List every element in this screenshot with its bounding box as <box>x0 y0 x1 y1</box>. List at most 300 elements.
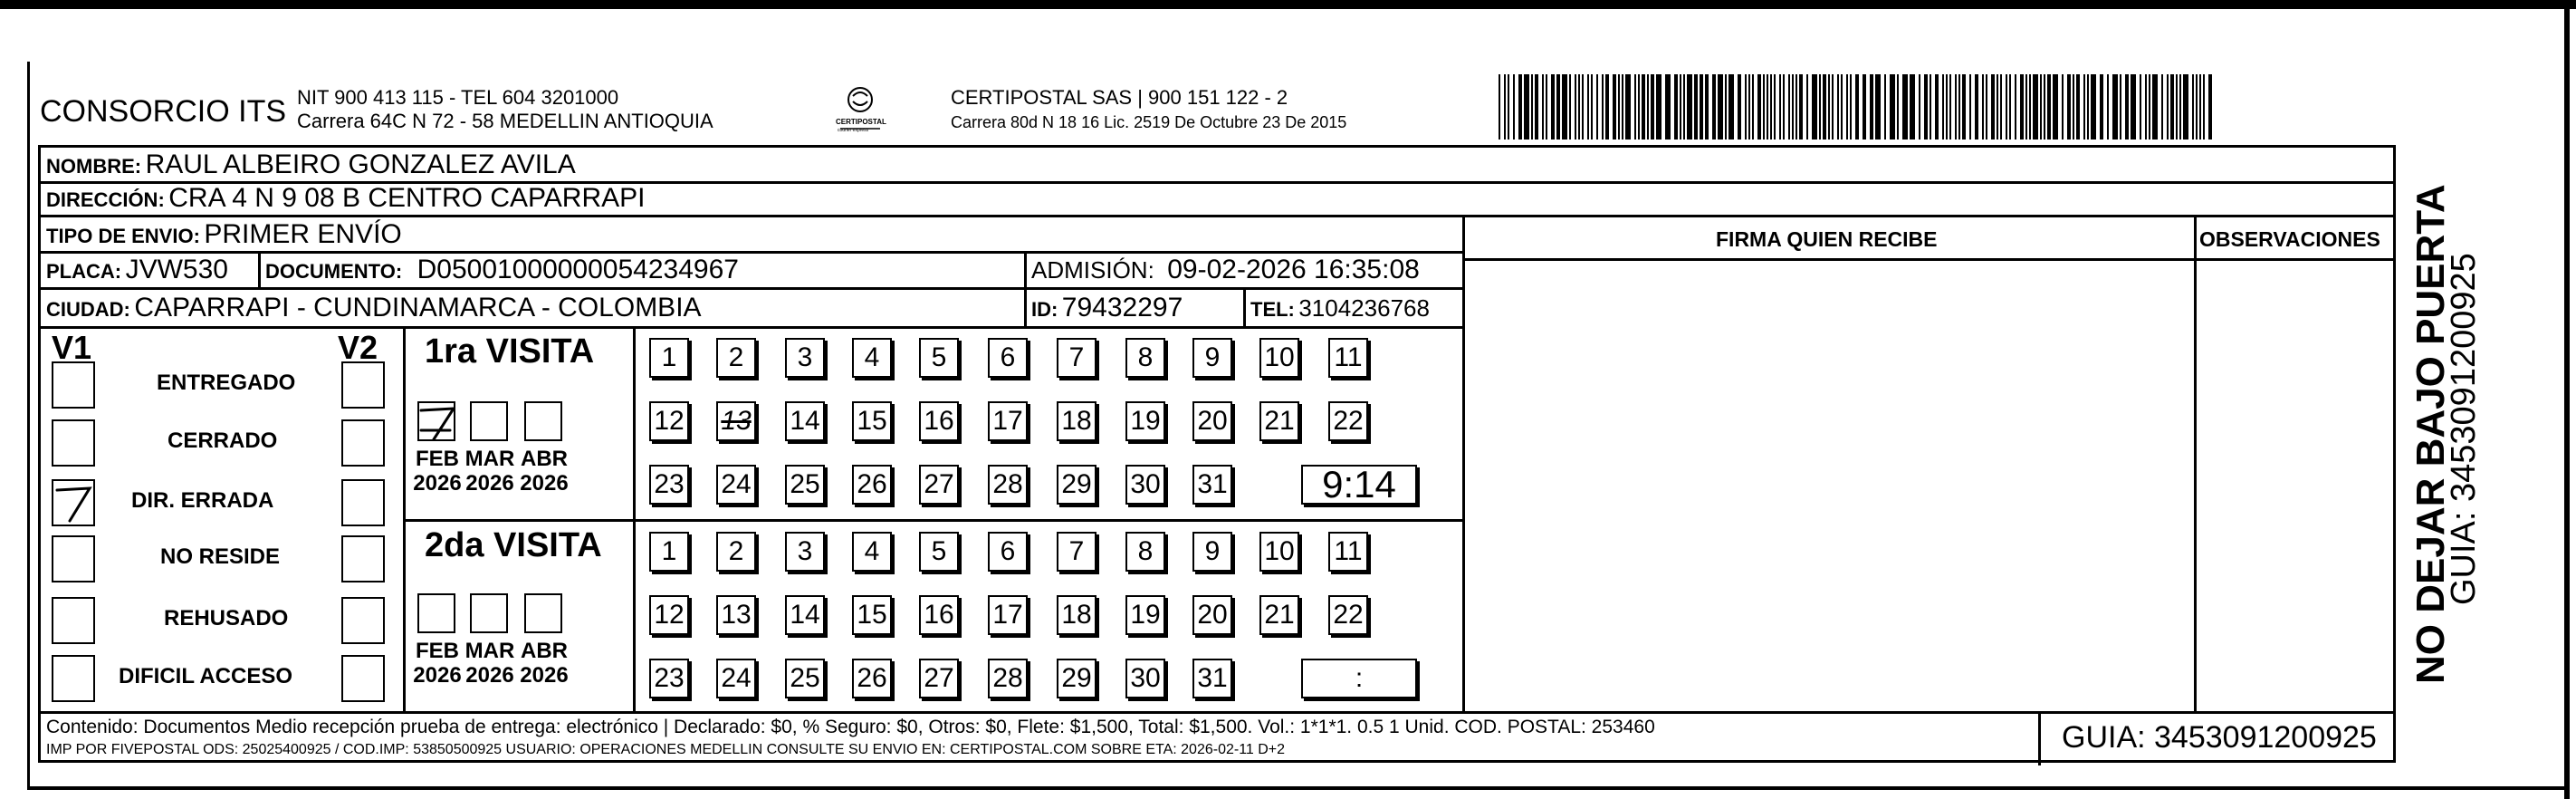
barcode-bar <box>1674 74 1678 140</box>
month-label: ABR <box>521 639 568 663</box>
company-nit: NIT 900 413 115 - TEL 604 3201000 <box>297 86 619 109</box>
day-box[interactable]: 1 <box>649 532 689 572</box>
day-box[interactable]: 4 <box>852 532 892 572</box>
barcode-bar <box>2140 74 2141 140</box>
barcode-bar <box>1796 74 1797 140</box>
barcode-bar <box>1850 74 1852 140</box>
month-label: ABR <box>521 447 568 471</box>
month-checkbox[interactable] <box>417 401 455 441</box>
v1-checkbox[interactable] <box>52 597 95 644</box>
barcode-bar <box>2040 74 2042 140</box>
day-box[interactable]: 19 <box>1125 401 1165 441</box>
barcode-bar <box>1694 74 1698 140</box>
first-visit-title: 1ra VISITA <box>425 332 595 371</box>
barcode-bar <box>1997 74 1998 140</box>
barcode <box>1499 74 2223 140</box>
row-divider <box>41 251 1462 254</box>
day-box[interactable]: 13 <box>716 401 756 441</box>
shipping-type-row <box>46 219 402 250</box>
year-label: 2026 <box>520 663 569 688</box>
year-label: 2026 <box>413 663 462 688</box>
barcode-bar <box>1618 74 1620 140</box>
barcode-bar <box>1841 74 1843 140</box>
barcode-bar <box>2083 74 2085 140</box>
day-box[interactable]: 15 <box>852 595 892 635</box>
year-label: 2026 <box>520 471 569 496</box>
day-box[interactable]: 21 <box>1259 401 1299 441</box>
barcode-bar <box>1729 74 1734 140</box>
barcode-bar <box>1779 74 1781 140</box>
day-box[interactable]: 2 <box>716 338 756 378</box>
barcode-bar <box>2208 74 2212 140</box>
observations-header: OBSERVACIONES <box>2199 227 2380 251</box>
day-box[interactable]: 29 <box>1057 465 1096 505</box>
month-checkbox[interactable] <box>470 401 508 441</box>
barcode-bar <box>1700 74 1703 140</box>
barcode-bar <box>1792 74 1794 140</box>
barcode-bar <box>1855 74 1859 140</box>
barcode-bar <box>2167 74 2169 140</box>
status-option-label: CERRADO <box>168 428 278 453</box>
recipient-address: CRA 4 N 9 08 B CENTRO CAPARRAPI <box>168 183 646 213</box>
left-edge-border <box>27 62 30 790</box>
v2-checkbox[interactable] <box>341 361 385 409</box>
day-box[interactable]: 30 <box>1125 659 1165 698</box>
barcode-bar <box>1962 74 1966 140</box>
barcode-bar <box>2161 74 2163 140</box>
footer-imp: IMP POR FIVEPOSTAL ODS: 25025400925 / COD.IMP: 53850500925 USUARIO: OPERACIONES MEDELLIN CONSULTE SU ENVIO EN: CERTIPOSTAL.COM SOBRE ETA: 2026-02-11 D+2 <box>46 742 1286 757</box>
day-box[interactable]: 11 <box>1328 338 1368 378</box>
barcode-bar <box>2015 74 2016 140</box>
day-box[interactable]: 22 <box>1328 401 1368 441</box>
day-box[interactable]: 7 <box>1057 532 1096 572</box>
day-box[interactable]: 16 <box>919 595 959 635</box>
barcode-bar <box>1870 74 1873 140</box>
day-box[interactable]: 20 <box>1192 595 1232 635</box>
barcode-bar <box>1582 74 1584 140</box>
id-label: ID: <box>1031 298 1058 321</box>
barcode-bar <box>2152 74 2158 140</box>
day-box[interactable]: 12 <box>649 595 689 635</box>
barcode-bar <box>1499 74 1500 140</box>
shipping-type: PRIMER ENVÍO <box>204 219 402 249</box>
barcode-bar <box>1949 74 1951 140</box>
barcode-bar <box>1605 74 1609 140</box>
barcode-bar <box>1828 74 1830 140</box>
city-cell <box>46 293 702 323</box>
month-label: FEB <box>416 447 459 471</box>
day-box[interactable]: 14 <box>785 401 825 441</box>
barcode-bar <box>1774 74 1776 140</box>
barcode-bar <box>1975 74 1978 140</box>
logo-subtext: courier express <box>838 128 869 133</box>
barcode-bar <box>2087 74 2089 140</box>
day-box[interactable]: 25 <box>785 465 825 505</box>
city-value: CAPARRAPI - CUNDINAMARCA - COLOMBIA <box>134 293 702 322</box>
status-option-label: REHUSADO <box>164 606 289 631</box>
day-box[interactable]: 26 <box>852 465 892 505</box>
v1-checkbox[interactable] <box>52 535 95 582</box>
day-box[interactable]: 21 <box>1259 595 1299 635</box>
barcode-bar <box>1687 74 1692 140</box>
barcode-bar <box>2179 74 2181 140</box>
barcode-bar <box>1910 74 1915 140</box>
day-box[interactable]: 29 <box>1057 659 1096 698</box>
footer-guia: GUIA: 3453091200925 <box>2062 720 2377 755</box>
month-checkbox[interactable] <box>524 593 562 633</box>
month-label: MAR <box>464 447 515 471</box>
day-box[interactable]: 17 <box>988 401 1028 441</box>
barcode-bar <box>2199 74 2201 140</box>
barcode-bar <box>2047 74 2051 140</box>
day-box[interactable]: 27 <box>919 659 959 698</box>
day-box[interactable]: 8 <box>1125 532 1165 572</box>
barcode-bar <box>2006 74 2007 140</box>
barcode-bar <box>1524 74 1529 140</box>
day-box[interactable]: 11 <box>1328 532 1368 572</box>
barcode-bar <box>1622 74 1623 140</box>
day-box[interactable]: 25 <box>785 659 825 698</box>
barcode-bar <box>2033 74 2038 140</box>
barcode-bar <box>1596 74 1598 140</box>
v2-checkbox[interactable] <box>341 535 385 582</box>
barcode-bar <box>1832 74 1834 140</box>
day-box[interactable]: 5 <box>919 532 959 572</box>
barcode-bar <box>1946 74 1948 140</box>
barcode-bar <box>1919 74 1920 140</box>
status-option-label: DIFICIL ACCESO <box>119 664 293 688</box>
barcode-bar <box>1718 74 1723 140</box>
side-guia: GUIA: 3453091200925 <box>2445 253 2483 605</box>
barcode-bar <box>1986 74 1987 140</box>
barcode-bar <box>2170 74 2174 140</box>
barcode-bar <box>1535 74 1538 140</box>
barcode-bar <box>1518 74 1522 140</box>
name-row <box>46 149 576 180</box>
barcode-bar <box>1837 74 1839 140</box>
barcode-bar <box>1634 74 1636 140</box>
barcode-bar <box>1924 74 1928 140</box>
barcode-bar <box>1531 74 1533 140</box>
day-box[interactable]: 10 <box>1259 338 1299 378</box>
plate-cell <box>46 255 228 285</box>
barcode-bar <box>1587 74 1589 140</box>
day-box[interactable]: 22 <box>1328 595 1368 635</box>
v2-checkbox[interactable] <box>341 597 385 644</box>
barcode-bar <box>1752 74 1754 140</box>
barcode-bar <box>1651 74 1654 140</box>
side-warning: NO DEJAR BAJO PUERTA <box>2408 184 2453 684</box>
day-box[interactable]: 24 <box>716 659 756 698</box>
year-label: 2026 <box>413 471 462 496</box>
barcode-bar <box>1930 74 1931 140</box>
barcode-bar <box>1819 74 1821 140</box>
checkmark-icon <box>419 403 455 441</box>
barcode-bar <box>2029 74 2031 140</box>
barcode-bar <box>1575 74 1576 140</box>
barcode-bar <box>2125 74 2129 140</box>
signature-header: FIRMA QUIEN RECIBE <box>1716 227 1938 251</box>
barcode-bar <box>1542 74 1544 140</box>
day-box[interactable]: 26 <box>852 659 892 698</box>
tel-value: 3104236768 <box>1298 294 1430 322</box>
barcode-bar <box>1846 74 1848 140</box>
right-edge-border <box>2564 0 2570 799</box>
barcode-bar <box>1902 74 1908 140</box>
barcode-bar <box>2196 74 2198 140</box>
v1-label: V1 <box>52 329 92 366</box>
barcode-bar <box>1638 74 1640 140</box>
day-box[interactable]: 12 <box>649 401 689 441</box>
top-black-border <box>0 0 2576 9</box>
barcode-bar <box>1613 74 1616 140</box>
day-box[interactable]: 10 <box>1259 532 1299 572</box>
barcode-bar <box>1799 74 1803 140</box>
admission-cell <box>1031 255 1420 285</box>
barcode-bar <box>2100 74 2103 140</box>
logo-text: CERTIPOSTAL <box>836 118 886 126</box>
barcode-bar <box>1504 74 1506 140</box>
month-checkbox[interactable] <box>417 593 455 633</box>
day-box[interactable]: 19 <box>1125 595 1165 635</box>
barcode-bar <box>1982 74 1984 140</box>
barcode-bar <box>1788 74 1790 140</box>
barcode-bar <box>1683 74 1685 140</box>
barcode-bar <box>1569 74 1571 140</box>
footer-divider <box>41 711 2396 714</box>
day-box[interactable]: 28 <box>988 465 1028 505</box>
barcode-bar <box>2073 74 2074 140</box>
id-value: 79432297 <box>1061 293 1183 322</box>
barcode-bar <box>2192 74 2194 140</box>
barcode-bar <box>2112 74 2118 140</box>
barcode-bar <box>1642 74 1645 140</box>
city-label: CIUDAD: <box>46 298 130 321</box>
barcode-bar <box>1745 74 1747 140</box>
day-box[interactable]: 18 <box>1057 595 1096 635</box>
v1-checkbox[interactable] <box>52 655 95 702</box>
day-box[interactable]: 14 <box>785 595 825 635</box>
id-cell <box>1031 293 1183 323</box>
barcode-bar <box>1562 74 1567 140</box>
barcode-bar <box>1897 74 1899 140</box>
day-box[interactable]: 9 <box>1192 532 1232 572</box>
row-divider <box>41 287 1462 290</box>
day-box[interactable]: 2 <box>716 532 756 572</box>
address-row <box>46 183 646 214</box>
barcode-bar <box>1958 74 1960 140</box>
tel-cell <box>1250 294 1430 322</box>
barcode-bar <box>2044 74 2045 140</box>
barcode-bar <box>2176 74 2178 140</box>
barcode-bar <box>1665 74 1671 140</box>
document-value: D05001000000054234967 <box>417 255 739 284</box>
certipostal-address: Carrera 80d N 18 16 Lic. 2519 De Octubre 23 De 2015 <box>951 113 1347 131</box>
barcode-bar <box>1705 74 1709 140</box>
time-box[interactable]: 9:14 <box>1301 465 1417 505</box>
admission-label: ADMISIÓN: <box>1031 256 1154 284</box>
barcode-bar <box>1625 74 1631 140</box>
day-box[interactable]: 18 <box>1057 401 1096 441</box>
barcode-bar <box>1656 74 1661 140</box>
barcode-bar <box>1935 74 1939 140</box>
certipostal-line: CERTIPOSTAL SAS | 900 151 122 - 2 <box>951 86 1288 109</box>
status-option-label: NO RESIDE <box>160 544 281 569</box>
company-address: Carrera 64C N 72 - 58 MEDELLIN ANTIOQUIA <box>297 110 713 132</box>
day-box[interactable]: 6 <box>988 532 1028 572</box>
barcode-bar <box>2203 74 2205 140</box>
barcode-bar <box>2091 74 2096 140</box>
barcode-bar <box>1738 74 1741 140</box>
day-box[interactable]: 30 <box>1125 465 1165 505</box>
day-box[interactable]: 27 <box>919 465 959 505</box>
barcode-bar <box>1890 74 1895 140</box>
barcode-bar <box>1767 74 1768 140</box>
day-box[interactable]: 17 <box>988 595 1028 635</box>
month-label: MAR <box>464 639 515 663</box>
day-box[interactable]: 6 <box>988 338 1028 378</box>
day-box[interactable]: 13 <box>716 595 756 635</box>
barcode-bar <box>2000 74 2002 140</box>
barcode-bar <box>2067 74 2071 140</box>
day-box[interactable]: 4 <box>852 338 892 378</box>
document-cell <box>265 255 739 285</box>
footer-contents: Contenido: Documentos Medio recepción prueba de entrega: electrónico | Declarado: $0, % Seguro: $0, Otros: $0, Flete: $1,500, Total: $1,500. Vol.: 1*1*1. 0.5 1 Unid. COD. POSTAL: 253460 <box>46 717 1655 737</box>
barcode-bar <box>1513 74 1515 140</box>
barcode-bar <box>1748 74 1750 140</box>
barcode-bar <box>2020 74 2024 140</box>
barcode-bar <box>2025 74 2027 140</box>
barcode-bar <box>2009 74 2011 140</box>
day-box[interactable]: 23 <box>649 465 689 505</box>
day-box[interactable]: 15 <box>852 401 892 441</box>
footer-guia-divider <box>2038 711 2041 765</box>
barcode-bar <box>2107 74 2109 140</box>
barcode-bar <box>1591 74 1593 140</box>
row-divider <box>41 326 1462 329</box>
barcode-bar <box>1823 74 1826 140</box>
day-box[interactable]: 16 <box>919 401 959 441</box>
day-box[interactable]: 28 <box>988 659 1028 698</box>
barcode-bar <box>1551 74 1555 140</box>
admission-value: 09-02-2026 16:35:08 <box>1167 255 1420 284</box>
status-option-label: ENTREGADO <box>157 371 296 395</box>
barcode-bar <box>2120 74 2121 140</box>
barcode-bar <box>1647 74 1649 140</box>
recipient-name: RAUL ALBEIRO GONZALEZ AVILA <box>145 149 576 179</box>
day-box[interactable]: 8 <box>1125 338 1165 378</box>
barcode-bar <box>1955 74 1957 140</box>
barcode-bar <box>2053 74 2058 140</box>
column-divider <box>2194 215 2197 711</box>
barcode-bar <box>1763 74 1765 140</box>
v2-checkbox[interactable] <box>341 479 385 526</box>
barcode-bar <box>1812 74 1817 140</box>
barcode-bar <box>2145 74 2147 140</box>
year-label: 2026 <box>465 471 514 496</box>
barcode-bar <box>2076 74 2080 140</box>
barcode-bar <box>1863 74 1866 140</box>
document-label: DOCUMENTO: <box>265 260 403 283</box>
status-option-label: DIR. ERRADA <box>131 488 274 513</box>
v1-checkbox[interactable] <box>52 419 95 467</box>
delivery-form <box>38 145 2396 763</box>
barcode-bar <box>1991 74 1995 140</box>
day-box[interactable]: 3 <box>785 338 825 378</box>
day-box[interactable]: 31 <box>1192 659 1232 698</box>
day-box[interactable]: 20 <box>1192 401 1232 441</box>
row-divider <box>1462 258 2396 261</box>
month-checkbox[interactable] <box>524 401 562 441</box>
barcode-bar <box>1783 74 1785 140</box>
barcode-bar <box>1806 74 1808 140</box>
barcode-bar <box>1508 74 1509 140</box>
year-label: 2026 <box>465 663 514 688</box>
bottom-edge-border <box>27 786 2570 790</box>
checkmark-icon <box>53 481 93 525</box>
barcode-bar <box>1546 74 1547 140</box>
second-visit-title: 2da VISITA <box>425 526 602 564</box>
barcode-bar <box>1969 74 1971 140</box>
barcode-bar <box>1770 74 1772 140</box>
barcode-bar <box>1712 74 1716 140</box>
day-box[interactable]: 1 <box>649 338 689 378</box>
barcode-bar <box>1884 74 1886 140</box>
barcode-bar <box>1556 74 1560 140</box>
v1-checkbox[interactable] <box>52 361 95 409</box>
barcode-bar <box>1875 74 1881 140</box>
column-divider <box>1462 215 1465 711</box>
visit-divider <box>403 519 1462 522</box>
barcode-bar <box>2062 74 2064 140</box>
shipping-type-label: TIPO DE ENVIO: <box>46 225 200 247</box>
barcode-bar <box>2131 74 2136 140</box>
v1-checkbox[interactable] <box>52 479 95 526</box>
month-checkbox[interactable] <box>470 593 508 633</box>
name-label: NOMBRE: <box>46 155 142 178</box>
tel-label: TEL: <box>1250 298 1295 321</box>
v2-label: V2 <box>338 329 378 366</box>
barcode-bar <box>2183 74 2188 140</box>
barcode-bar <box>1680 74 1681 140</box>
month-label: FEB <box>416 639 459 663</box>
day-box[interactable]: 24 <box>716 465 756 505</box>
row-divider <box>41 215 2396 217</box>
day-box[interactable]: 9 <box>1192 338 1232 378</box>
barcode-bar <box>2149 74 2150 140</box>
cell-divider <box>1024 251 1027 326</box>
day-box[interactable]: 23 <box>649 659 689 698</box>
barcode-bar <box>1725 74 1727 140</box>
day-box[interactable]: 7 <box>1057 338 1096 378</box>
day-box[interactable]: 3 <box>785 532 825 572</box>
cell-divider <box>258 251 261 287</box>
address-label: DIRECCIÓN: <box>46 188 165 211</box>
day-box[interactable]: 31 <box>1192 465 1232 505</box>
v2-checkbox[interactable] <box>341 655 385 702</box>
time-box[interactable]: : <box>1301 659 1417 698</box>
day-box[interactable]: 5 <box>919 338 959 378</box>
company-name: CONSORCIO ITS <box>40 94 287 129</box>
barcode-bar <box>1578 74 1580 140</box>
barcode-bar <box>1757 74 1761 140</box>
barcode-bar <box>1602 74 1604 140</box>
plate-label: PLACA: <box>46 260 122 283</box>
v2-checkbox[interactable] <box>341 419 385 467</box>
plate-value: JVW530 <box>125 255 228 284</box>
barcode-bar <box>1942 74 1944 140</box>
cell-divider <box>1243 287 1246 326</box>
